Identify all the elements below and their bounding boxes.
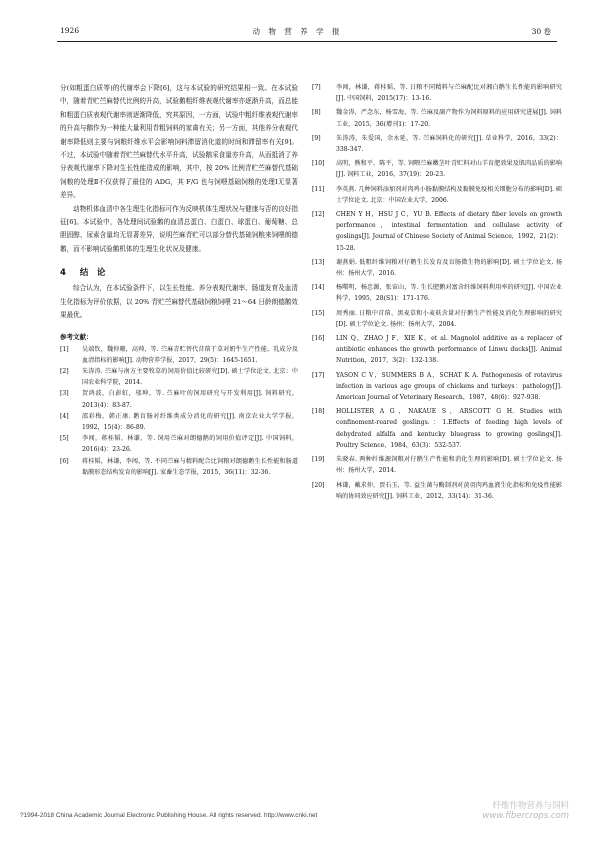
reference-item [312,454,562,476]
reference-text: 贺鸿波，白彭虹，邬坤，等. 苎麻叶的饲用研究与开发利用[J]. 饲料研究，2013(4)：83-87. [82,390,298,409]
reference-text: 邵彩梅，韩正康. 鹅盲肠对纤维类成分消化的研究[J]. 南京农业大学学报，1992，15(4)：86-89. [82,412,298,431]
reference-text: 吴端钦，魏仲珊，高帅，等. 苎麻青贮替代苜蓿干草对奶牛生产性能、乳成分及血清指标的影响[J]. 动物营养学报，2017，29(5)：1645-1651. [82,345,298,364]
reference-number: [16] [312,335,325,343]
reference-number: [12] [312,211,325,219]
reference-item [312,184,562,206]
reference-number: [8] [312,109,321,117]
reference-item [312,480,562,502]
reference-item [312,370,562,404]
reference-text: 朱涛涛，朱爱国，余永延，等. 苎麻饲料化的研究[J]. 草业科学，2016，33(2)：338-347. [336,134,562,154]
reference-item [60,433,298,455]
reference-item [312,133,562,155]
reference-text: 蒋桂韬，林谦，李闯，等. 不同苎麻与精料配合比饲粮对朗德鹅生长性能和肠道黏膜形态结构发育的影响[J]. 家畜生态学报，2015，36(11)：32-36. [82,457,298,476]
reference-list-right [312,82,562,502]
reference-item [60,411,298,433]
section-title: 结 论 [79,268,106,279]
reference-item [312,82,562,104]
reference-text: 朱晓春. 两种纤维源饲粮对仔鹅生产性能和消化生理的影响[D]. 硕士学位论文. 扬州：扬州大学，2014. [336,456,562,475]
reference-number: [20] [312,481,325,489]
reference-number: [1] [60,345,69,353]
reference-number: [2] [60,367,69,375]
year-label: 1926 [60,26,80,35]
reference-item [312,257,562,279]
reference-text: 朱涛涛. 苎麻与南方主要牧草的饲用价值比较研究[D]. 硕士学位论文. 北京：中国农业科学院，2014. [82,367,298,387]
reference-item [312,282,562,304]
reference-number: [4] [60,412,69,420]
reference-number: [5] [60,435,69,443]
reference-number: [3] [60,390,69,398]
reference-number: [13] [312,258,325,266]
running-header [0,26,595,40]
section-heading [60,266,298,278]
journal-title: 动 物 营 养 学 报 [252,27,343,36]
reference-text: 周秀丽. 日粮中苜蓿、黑麦草和小麦麸含量对仔鹅生产性能及消化生理影响的研究[D]. 硕士学位论文. 扬州：扬州大学，2004. [336,309,562,328]
conclusion-paragraph: 综合认为，在本试验条件下，以生长性能、养分表观代谢率、肠道发育及血清生化指标为评价依据，以 20% 青贮苎麻替代基础饲粮饲喂 21～64 日龄朗德鹅效果最优。 [60,284,298,320]
right-column [312,82,562,505]
reference-item [312,308,562,330]
reference-item [312,158,562,180]
watermark [419,801,569,821]
reference-text: HOLLISTER A G，NAKAUE S，ARSCOTT G H. Studies with confinement-reared goslings.：1.Effects of feeding high levels of dehydrated alfalfa and kentucky bluegrass to growing goslings[J]. Poultry Science，1984，63(3)：532-537. [336,408,562,449]
reference-item [60,366,298,388]
watermark-line-1: 纤维作物营养与饲料 [492,801,569,811]
reference-text: 杨曙明，杨忠源，张宙山，等. 生长肥鹅对富含纤维饲料利用率的研究[J]. 中国农业科学，1995，28(S1)：171-176. [336,284,562,303]
left-column [60,82,298,478]
reference-number: [9] [312,134,321,142]
section-number: 4 [60,268,66,279]
reference-item [312,333,562,367]
reference-number: [7] [312,84,321,91]
reference-number: [17] [312,371,325,379]
header-rule [57,41,557,42]
volume-label: 30 卷 [531,27,551,36]
reference-number: [6] [60,457,69,465]
reference-text: YASON C V，SUMMERS B A，SCHAT K A. Pathogenesis of rotavirus infection in various age groups of chickens and turkeys：pathology[J]. American Journal of Veterinary Research，1987，48(6)：927-938. [336,371,562,402]
reference-number: [14] [312,284,325,292]
reference-item [312,107,562,129]
reference-text: 谢燕娟. 低粗纤维饲粮对仔鹅生长发育及盲肠微生物的影响[D]. 硕士学位论文. 扬州：扬州大学，2016. [336,258,562,278]
copyright-footer: ?1994-2018 China Academic Journal Electronic Publishing House. All rights reserved. http://www.cnki.net [20,812,318,819]
discussion-paragraph-1: 分(如粗蛋白质等)的代谢率会下降[6]，这与本试验的研究结果相一致。在本试验中，随着青贮苎麻替代比例的升高，试验鹅粗纤维表观代谢率亦逐渐升高，而总能和粗蛋白质表观代谢率则逐渐降低，究其原因，一方面，试验中粗纤维表观代谢率的升高与鹅作为一种能大量利用青粗饲料的家禽有关；另一方面，其他养分表观代谢率降低则主要与饲粮纤维水平会影响饲料滞留消化道的时间和滞留率有关[9]。不过，本试验中随着青贮苎麻替代水平升高，试验鹅采食量亦升高，从而抵消了养分表观代谢率下降对生长性能造成的影响，其中，按 20% 比例青贮苎麻替代基础饲粮的处理Ⅱ不仅获得了最佳的 ADG，其 F/G 也与饲喂基础饲粮的处理Ⅰ无显著差异。 [60,84,298,200]
reference-item [60,388,298,410]
reference-text: 魏金涛，严念东，杨雪海，等. 苎麻及副产物作为饲料原料的应用研究进展[J]. 饲料工业，2015，36(增刊1)：17-20. [336,109,562,128]
reference-text: LIN Q，ZHAO J F，XIE K，et al. Magnolol additive as a replacer of antibiotic enhances the growth performance of Linwu ducks[J]. Animal Nutrition，2017，3(2)：132-138. [336,335,562,365]
reference-text: 李闯，蒋桂韬，林谦，等. 饲用苎麻对朗德鹅的饲用价值评定[J]. 中国饲料，2016(4)：23-26. [82,435,298,454]
reference-item [60,456,298,478]
reference-number: [15] [312,309,325,317]
reference-item [312,209,562,254]
reference-text: 李闯，林谦，蒋桂韬，等. 日粮不同精料与苎麻配比对湘白鹅生长性能的影响研究[J]. 中国饲料，2015(17)：13-16. [336,84,562,103]
reference-text: 李英燕. 几种饲料添加剂对肉鸡小肠黏膜结构及黏膜免疫相关细胞分布的影响[D]. 硕士学位论文. 北京：中国农业大学，2006. [336,185,562,204]
reference-list-left [60,344,298,478]
watermark-line-2: www.fibercrops.com [482,811,569,821]
discussion-paragraph-2: 动物机体血清中各生理生化指标可作为反映机体生理状况与健康与否的良好指征[6]。本试验中，各处理间试验鹅的血清总蛋白、白蛋白、球蛋白、葡萄糖、总胆固醇、尿素含量均无显著差异，说明苎麻青贮可以部分替代基础饲粮来饲喂朗德鹅，而不影响试验鹅机体的生理生化状况及健康。 [60,204,298,253]
reference-number: [10] [312,160,325,168]
reference-text: 高明，熊和平，陈平，等. 饲喂苎麻嫩茎叶青贮料对山羊育肥效果及肌肉品质的影响[J]. 饲料工业，2016，37(19)：20-23. [336,160,562,179]
reference-number: [19] [312,456,325,464]
reference-number: [11] [312,185,325,193]
reference-item [60,344,298,366]
references-heading: 参考文献： [60,332,93,341]
reference-number: [18] [312,408,325,416]
reference-item [312,406,562,451]
reference-text: CHEN Y H，HSU J C，YU B. Effects of dietary fiber levels on growth performance，intestinal fermentation and cellulase activity of goslings[J]. Journal of Chinese Society of Animal Science，1992，21(2)：15-28. [336,211,562,252]
reference-text: 林谦，戴求仲，贾石玉，等. 益生菌与酶制剂对黄羽肉鸡血液生化指标和免疫性能影响的协同效应研究[J]. 饲料工业，2012，33(14)：31-36. [336,481,562,500]
